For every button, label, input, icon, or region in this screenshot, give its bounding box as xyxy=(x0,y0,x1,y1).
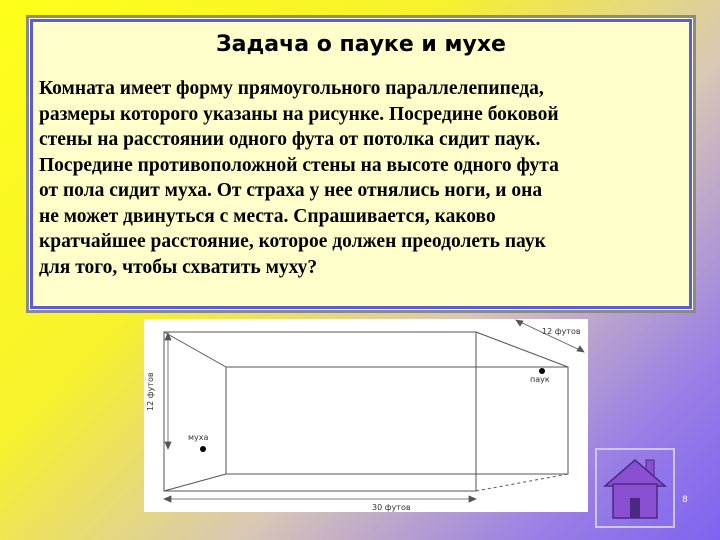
slide-title: Задача о пауке и мухе xyxy=(216,32,506,57)
spider-label: паук xyxy=(530,375,550,384)
width-arrow-bottom xyxy=(577,346,584,352)
problem-text-line: кратчайшее расстояние, которое должен преодолеть паук xyxy=(39,231,546,252)
edge-bottom-right xyxy=(476,474,568,491)
problem-text-line: стены на расстоянии одного фута от потолка сидит паук. xyxy=(39,129,541,150)
width-label: 12 футов xyxy=(542,327,581,336)
spider-point xyxy=(539,368,545,374)
height-label: 12 футов xyxy=(146,372,155,411)
back-face xyxy=(226,367,568,474)
home-button[interactable] xyxy=(595,448,675,528)
room-diagram xyxy=(144,319,588,512)
problem-text-line: размеры которого указаны на рисунке. Посредине боковой xyxy=(39,103,559,125)
problem-text xyxy=(39,76,689,280)
length-arrow-right xyxy=(469,496,476,502)
width-arrow-top xyxy=(516,320,523,326)
problem-text-line: не может двинуться с места. Спрашивается, каково xyxy=(39,205,496,227)
problem-text-panel xyxy=(26,15,696,313)
length-label: 30 футов xyxy=(372,503,411,512)
problem-text-line: от пола сидит муха. От страха у нее отнялись ноги, и она xyxy=(39,180,543,201)
edge-bottom-left xyxy=(164,474,226,491)
height-arrow-top xyxy=(165,333,171,340)
page-number: 8 xyxy=(682,495,688,505)
front-face xyxy=(164,332,476,491)
fly-label: муха xyxy=(188,433,209,442)
edge-top-left xyxy=(164,332,226,367)
height-arrow-bottom xyxy=(165,442,171,449)
length-arrow-left xyxy=(164,496,171,502)
home-icon xyxy=(597,450,673,526)
problem-text-line: Посредине противоположной стены на высоте одного фута xyxy=(39,154,559,176)
problem-text-line: для того, чтобы схватить муху? xyxy=(39,256,318,278)
width-dimension-line xyxy=(518,321,582,351)
edge-top-right xyxy=(476,332,568,367)
fly-point xyxy=(200,446,206,452)
problem-text-line: Комната имеет форму прямоугольного параллелепипеда, xyxy=(39,78,544,99)
